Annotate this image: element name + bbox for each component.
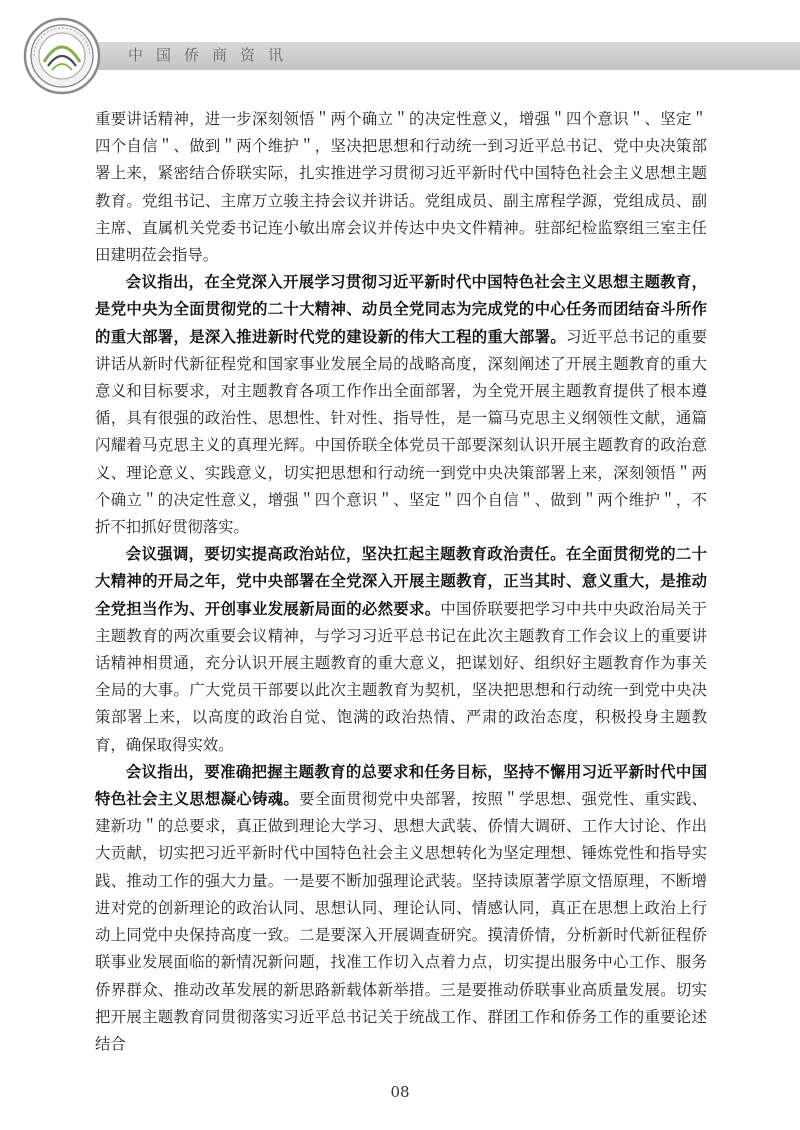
paragraph-3-text: 中国侨联要把学习中共中央政治局关于主题教育的两次重要会议精神，与学习习近平总书记在此次主题教育工作会议上的重要讲话精神相贯通，充分认识开展主题教育的重大意义，把谋划好、组织好主题教育作为事关全局的大事。广大党员干部要以此次主题教育为契机，坚决把思想和行动统一到党中央决策部署上来，以高度的政治自觉、饱满的政治热情、严肃的政治态度，积极投身主题教育，确保取得实效。: [95, 599, 707, 754]
paragraph-3: [95, 541, 707, 759]
paragraph-4: [95, 759, 707, 1058]
page-number: 08: [390, 1083, 410, 1101]
organization-logo: [22, 16, 102, 96]
paragraph-1-text: 重要讲话精神，进一步深刻领悟＂两个确立＂的决定性意义，增强＂四个意识＂、坚定＂四个自信＂、做到＂两个维护＂，坚决把思想和行动统一到习近平总书记、党中央决策部署上来，紧密结合侨联实际，扎实推进学习贯彻习近平新时代中国特色社会主义思想主题教育。党组书记、主席万立骏主持会议并讲话。党组成员、副主席程学源，党组成员、副主席、直属机关党委书记连小敏出席会议并传达中央文件精神。驻部纪检监察组三室主任田建明莅会指导。: [95, 110, 707, 265]
paragraph-3-emphasis: 会议强调，要切实提高政治站位，坚决扛起主题教育政治责任。在全面贯彻党的二十大精神的开局之年，党中央部署在全党深入开展主题教育，正当其时、意义重大，是推动全党担当作为、开创事业发展新局面的必然要求。: [95, 545, 707, 618]
article-body: [95, 106, 707, 1058]
paragraph-2-text: 习近平总书记的重要讲话从新时代新征程党和国家事业发展全局的战略高度，深刻阐述了开展主题教育的重大意义和目标要求，对主题教育各项工作作出全面部署，为全党开展主题教育提供了根本遵循，具有很强的政治性、思想性、针对性、指导性，是一篇马克思主义纲领性文献，通篇闪耀着马克思主义的真理光辉。中国侨联全体党员干部要深刻认识开展主题教育的政治意义、理论意义、实践意义，切实把思想和行动统一到党中央决策部署上来，深刻领悟＂两个确立＂的决定性意义，增强＂四个意识＂、坚定＂四个自信＂、做到＂两个维护＂，不折不扣抓好贯彻落实。: [95, 327, 707, 537]
logo-emblem-icon: [22, 16, 102, 96]
paragraph-1: [95, 106, 707, 269]
paragraph-4-emphasis: 会议指出，要准确把握主题教育的总要求和任务目标，坚持不懈用习近平新时代中国特色社会主义思想凝心铸魂。: [95, 762, 707, 809]
paragraph-2-emphasis: 会议指出，在全党深入开展学习贯彻习近平新时代中国特色社会主义思想主题教育，是党中央为全面贯彻党的二十大精神、动员全党同志为完成党的中心任务而团结奋斗所作的重大部署，是深入推进新时代党的建设新的伟大工程的重大部署。: [95, 273, 707, 346]
header-title: 中国侨商资讯: [128, 46, 297, 64]
paragraph-2: [95, 269, 707, 541]
paragraph-4-text: 要全面贯彻党中央部署，按照＂学思想、强党性、重实践、建新功＂的总要求，真正做到理论大学习、思想大武装、侨情大调研、工作大讨论、作出大贡献，切实把习近平新时代中国特色社会主义思想转化为坚定理想、锤炼党性和指导实践、推动工作的强大力量。一是要不断加强理论武装。坚持读原著学原文悟原理，不断增进对党的创新理论的政治认同、思想认同、理论认同、情感认同，真正在思想上政治上行动上同党中央保持高度一致。二是要深入开展调查研究。摸清侨情，分析新时代新征程侨联事业发展面临的新情况新问题，找准工作切入点着力点，切实提出服务中心工作、服务侨界群众、推动改革发展的新思路新载体新举措。三是要推动侨联事业高质量发展。切实把开展主题教育同贯彻落实习近平总书记关于统战工作、群团工作和侨务工作的重要论述结合: [95, 790, 707, 1053]
